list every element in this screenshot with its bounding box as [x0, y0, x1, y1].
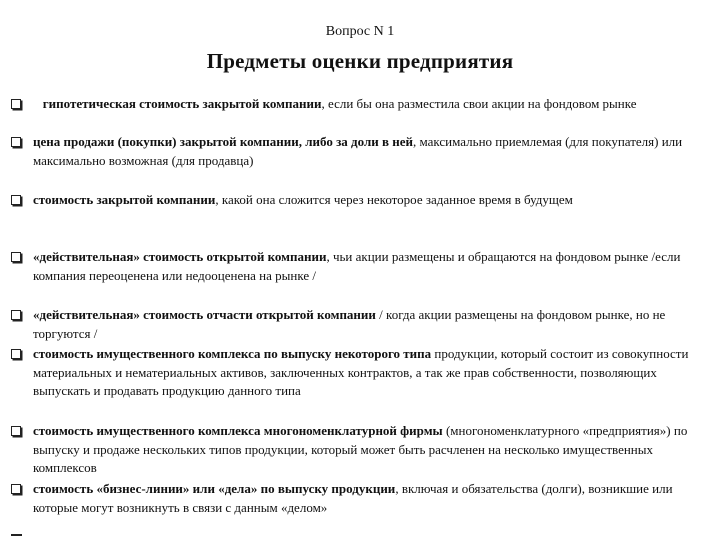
checkbox-bullet-icon	[11, 99, 21, 109]
item-text	[33, 306, 705, 343]
item-text	[33, 248, 705, 285]
item-text	[33, 133, 705, 170]
checkbox-bullet-icon	[11, 137, 21, 147]
question-number: Вопрос N 1	[325, 24, 395, 39]
item-rest-text: , какой она сложится через некоторое заданное время в будущем	[215, 192, 573, 207]
item-rest-text: (многономенклатурного «предприятия») по выпуску и продаже нескольких типов продукции, который может быть расчленен на несколько имущественных комплексов	[33, 423, 688, 475]
item-text	[33, 345, 705, 401]
item-bold-text: гипотетическая стоимость закрытой компании	[42, 96, 322, 111]
item-text	[33, 95, 705, 114]
item-rest-text: , чьи акции размещены и обращаются на фондовом рынке /если компания переоценена или недооценена на рынке /	[33, 249, 681, 283]
checkbox-bullet-icon	[11, 252, 21, 262]
checkbox-bullet-icon	[11, 195, 21, 205]
item-bold-text: «действительная» стоимость отчасти открытой компании	[33, 307, 376, 322]
cut-off-bullet-edge	[11, 534, 22, 536]
item-bold-text: стоимость «бизнес-линии» или «дела» по выпуску продукции	[33, 481, 396, 496]
item-rest-text: / когда акции размещены на фондовом рынке, но не торгуются /	[33, 307, 666, 341]
item-text	[33, 191, 705, 210]
page-title: Предметы оценки предприятия	[206, 49, 514, 73]
item-rest-text: , включая и обязательства (долги), возникшие или которые могут возникнуть в связи с данным «делом»	[33, 481, 673, 515]
item-bold-text: стоимость имущественного комплекса многономенклатурной фирмы	[33, 423, 443, 438]
item-bold-text: цена продажи (покупки) закрытой компании, либо за доли в ней	[33, 134, 413, 149]
checkbox-bullet-icon	[11, 484, 21, 494]
checkbox-bullet-icon	[11, 426, 21, 436]
item-rest-text: , если бы она разместила свои акции на фондовом рынке	[321, 96, 637, 111]
item-bold-text: стоимость имущественного комплекса по выпуску некоторого типа	[33, 346, 432, 361]
checkbox-bullet-icon	[11, 349, 21, 359]
item-text	[33, 480, 705, 517]
item-text	[33, 422, 705, 478]
checkbox-bullet-icon	[11, 310, 21, 320]
item-rest-text: , максимально приемлемая (для покупателя) или максимально возможная (для продавца)	[33, 134, 683, 168]
item-rest-text: продукции, который состоит из совокупности материальных и нематериальных активов, заключенных контрактов, а так же прав собственности, позволяющих выпускать и продавать продукцию данного типа	[33, 346, 689, 398]
item-bold-text: «действительная» стоимость открытой компании	[33, 249, 327, 264]
item-bold-text: стоимость закрытой компании	[33, 192, 216, 207]
